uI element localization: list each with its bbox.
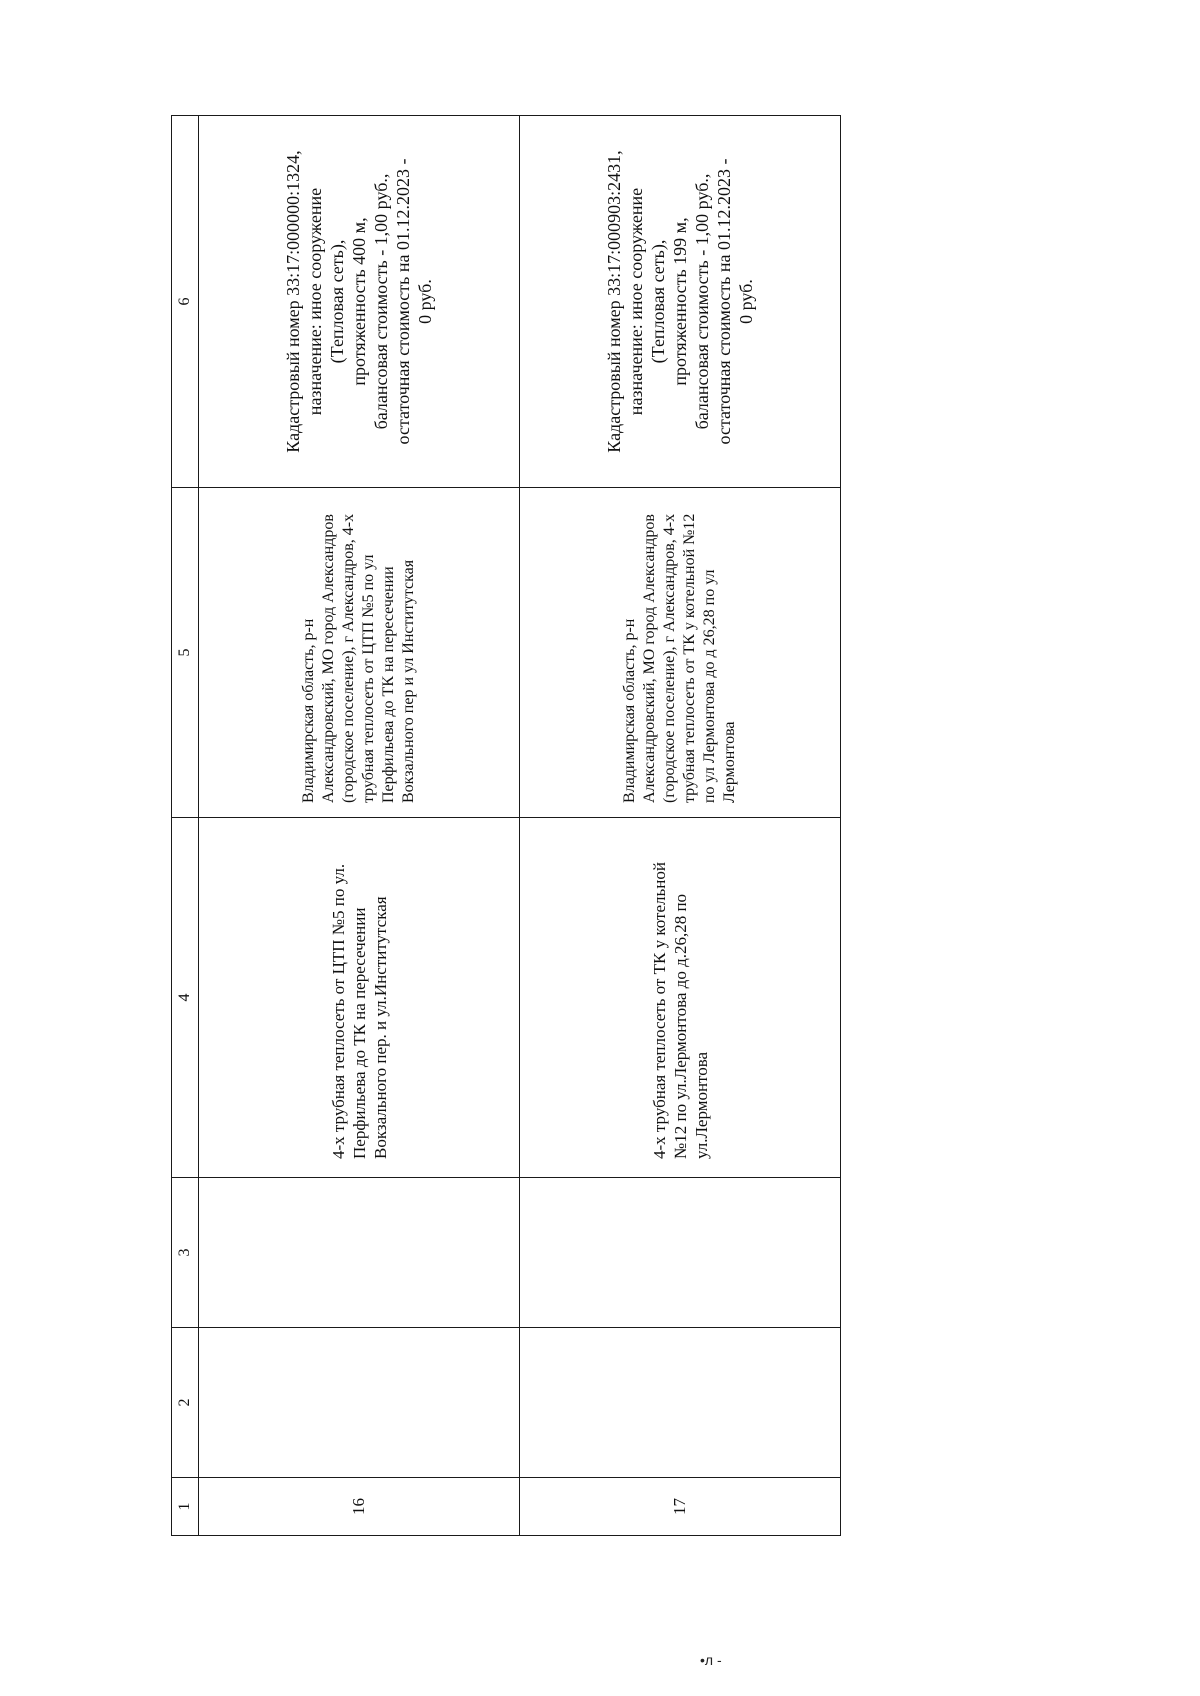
detail-line: балансовая стоимость - 1,00 руб., xyxy=(371,173,391,430)
detail-line: (Тепловая сеть), xyxy=(648,239,668,364)
column-header-2: 2 xyxy=(172,1328,199,1478)
details-block xyxy=(278,116,440,487)
detail-line: Кадастровый номер 33:17:000903:2431, xyxy=(604,150,624,453)
cell-object-name xyxy=(199,818,520,1178)
column-header-3: 3 xyxy=(172,1178,199,1328)
cell-col2 xyxy=(520,1328,841,1478)
detail-line: (Тепловая сеть), xyxy=(327,239,347,364)
detail-line: балансовая стоимость - 1,00 руб., xyxy=(692,173,712,430)
cell-address xyxy=(199,488,520,818)
cell-details xyxy=(199,116,520,488)
property-table xyxy=(171,115,841,1536)
address-text: Владимирская область, р-н Александровский, МО город Александров (городское поселение), г Александров, 4-х трубная теплосеть от ЦТП №5 по ул Перфильева до ТК на пересечении Вокзального пер и ул Институтская xyxy=(300,513,417,803)
detail-line: остаточная стоимость на 01.12.2023 - xyxy=(714,158,734,445)
object-name-text: 4-х трубная теплосеть от ТК у котельной №12 по ул.Лермонтова до д.26,28 по ул.Лермонтова xyxy=(649,862,711,1159)
detail-line: назначение: иное сооружение xyxy=(305,187,325,416)
detail-line: назначение: иное сооружение xyxy=(626,187,646,416)
column-header-1: 1 xyxy=(172,1478,199,1536)
detail-line: 0 руб. xyxy=(415,279,435,324)
cell-col2 xyxy=(199,1328,520,1478)
column-header-4: 4 xyxy=(172,818,199,1178)
cell-address xyxy=(520,488,841,818)
object-name-text: 4-х трубная теплосеть от ЦТП №5 по ул. Перфильева до ТК на пересечении Вокзального пер. и ул.Институтская xyxy=(328,863,390,1159)
cell-col3 xyxy=(520,1178,841,1328)
table-row xyxy=(520,116,841,1536)
row-number: 16 xyxy=(199,1478,520,1536)
detail-line: остаточная стоимость на 01.12.2023 - xyxy=(393,158,413,445)
row-number: 17 xyxy=(520,1478,841,1536)
detail-line: 0 руб. xyxy=(736,279,756,324)
rotated-page xyxy=(171,116,841,1536)
page-footer-mark: •л - xyxy=(700,1652,722,1668)
detail-line: протяженность 400 м, xyxy=(349,217,369,386)
header-row xyxy=(172,116,199,1536)
table-row xyxy=(199,116,520,1536)
cell-details xyxy=(520,116,841,488)
detail-line: Кадастровый номер 33:17:000000:1324, xyxy=(283,150,303,453)
column-header-5: 5 xyxy=(172,488,199,818)
detail-line: протяженность 199 м, xyxy=(670,217,690,386)
details-block xyxy=(599,116,761,487)
column-header-6: 6 xyxy=(172,116,199,488)
cell-col3 xyxy=(199,1178,520,1328)
address-text: Владимирская область, р-н Александровский, МО город Александров (городское поселение), г Александров, 4-х трубная теплосеть от ТК у котельной №12 по ул Лермонтова до д 26,28 по ул Лермонтова xyxy=(621,513,738,803)
cell-object-name xyxy=(520,818,841,1178)
